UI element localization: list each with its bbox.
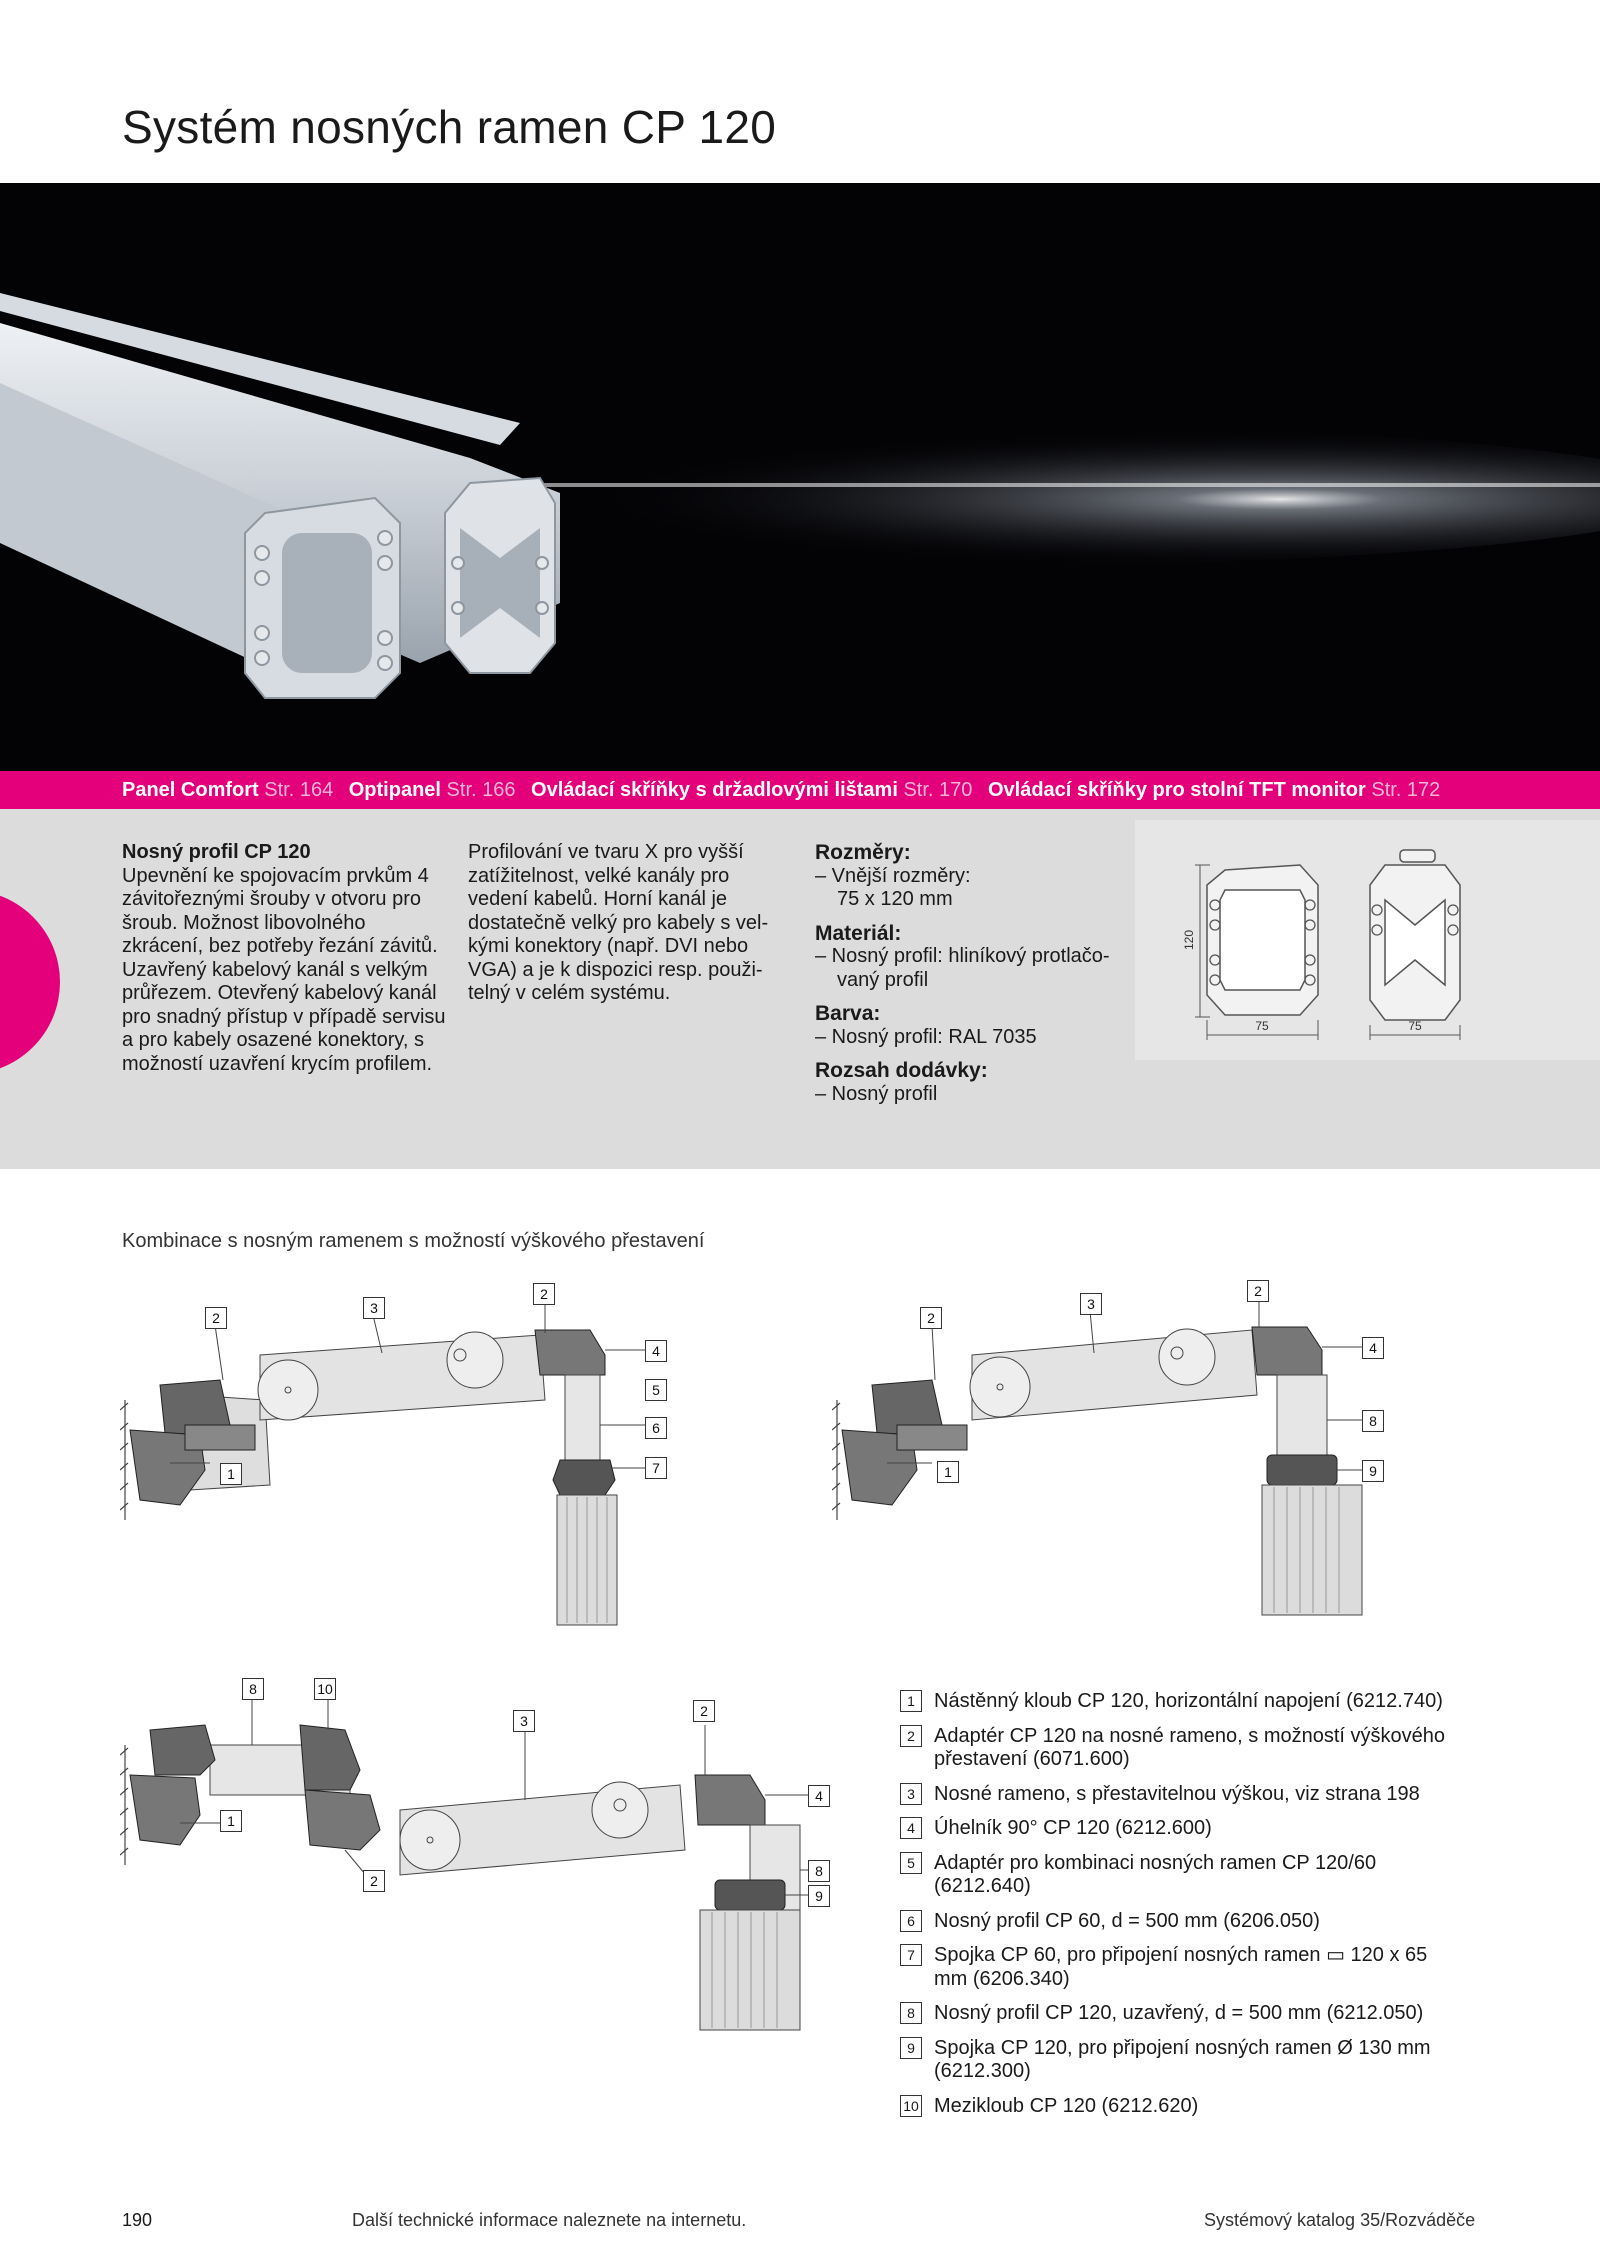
legend-item: [900, 1817, 1460, 1841]
callout-1: 1: [937, 1461, 959, 1483]
combination-caption: Kombinace s nosným ramenem s možností výškového přestavení: [122, 1230, 705, 1252]
profile-description: Upevnění ke spojovacím prvkům 4 závitořeznými šrouby v otvoru pro šroub. Možnost libovolného zkrácení, bez potřeby řezání závitů. Uzavřený kabelový kanál s velkým průřezem. Otevřený kabelový kanál pro snadný přístup v případě servisu a pro kabely osazené konektory, s možností uzavření krycím profilem.: [122, 864, 446, 1075]
component-legend: [900, 1690, 1460, 2129]
legend-item: [900, 1783, 1460, 1807]
nav-item-page: Str. 164: [264, 779, 334, 801]
legend-number: 8: [900, 2002, 922, 2024]
dim-height: 120: [1182, 929, 1196, 951]
page-title: Systém nosných ramen CP 120: [122, 101, 777, 153]
spec-item: – Nosný profil: RAL 7035: [815, 1025, 1037, 1048]
legend-item: [900, 1944, 1460, 1991]
callout-9: 9: [808, 1885, 830, 1907]
nav-item-page: Str. 166: [446, 779, 516, 801]
legend-text: Úhelník 90° CP 120 (6212.600): [934, 1817, 1212, 1839]
legend-number: 7: [900, 1944, 922, 1966]
legend-number: 3: [900, 1783, 922, 1805]
legend-number: 9: [900, 2037, 922, 2059]
spec-heading: Materiál:: [815, 921, 902, 945]
profile-cross-section-drawing: [1135, 820, 1600, 1060]
nav-item-label[interactable]: Panel Comfort: [122, 779, 259, 801]
combination-drawing-3: [120, 1680, 840, 2040]
callout-1: 1: [220, 1810, 242, 1832]
dim-width-right: 75: [1408, 1019, 1422, 1033]
nav-item-page: Str. 172: [1371, 779, 1441, 801]
legend-text: Nosný profil CP 60, d = 500 mm (6206.050): [934, 1909, 1320, 1932]
spec-color: [815, 1002, 1135, 1049]
legend-text: Nosné rameno, s přestavitelnou výškou, viz strana 198: [934, 1782, 1420, 1805]
nav-item-label[interactable]: Optipanel: [348, 779, 441, 801]
legend-item: [900, 1690, 1460, 1714]
combination-drawing-1: [120, 1275, 680, 1635]
legend-item: [900, 1910, 1460, 1934]
legend-item: [900, 1725, 1460, 1772]
description-column-2: [468, 841, 788, 1006]
spec-material: [815, 922, 1135, 993]
legend-text: Nástěnný kloub CP 120, horizontální napojení (6212.740): [934, 1690, 1443, 1712]
callout-9: 9: [1362, 1460, 1384, 1482]
callout-3: 3: [1080, 1293, 1102, 1315]
spec-scope: [815, 1059, 1135, 1106]
callout-2: 2: [363, 1870, 385, 1892]
callout-5: 5: [645, 1379, 667, 1401]
nav-item-page: Str. 170: [903, 779, 973, 801]
callout-2: 2: [205, 1307, 227, 1329]
legend-number: 1: [900, 1690, 922, 1712]
legend-item: [900, 2002, 1460, 2026]
callout-1: 1: [220, 1463, 242, 1485]
spec-item: – Vnější rozměry:: [815, 864, 971, 887]
callout-8: 8: [808, 1860, 830, 1882]
legend-text: Adaptér CP 120 na nosné rameno, s možností výškového přestavení (6071.600): [934, 1724, 1446, 1770]
legend-number: 5: [900, 1852, 922, 1874]
callout-4: 4: [1362, 1337, 1384, 1359]
specification-column: [815, 841, 1135, 1116]
legend-number: 4: [900, 1817, 922, 1839]
legend-item: [900, 2095, 1460, 2119]
legend-number: 10: [900, 2095, 922, 2117]
combination-drawing-2: [832, 1275, 1402, 1635]
profile-features: Profilování ve tvaru X pro vyšší zatížitelnost, velké kanály pro vedení kabelů. Horní kanál je dostatečně velký pro kabely s velkými konektory (např. DVI nebo VGA) a je k dispozici resp. použitelný v celém systému.: [468, 841, 769, 1004]
callout-2: 2: [920, 1307, 942, 1329]
legend-text: Mezikloub CP 120 (6212.620): [934, 2094, 1199, 2117]
cross-reference-bar: [0, 771, 1600, 809]
callout-8: 8: [1362, 1410, 1384, 1432]
profile-heading: Nosný profil CP 120: [122, 841, 311, 863]
spec-heading: Rozměry:: [815, 841, 911, 864]
callout-2: 2: [693, 1700, 715, 1722]
dim-width-left: 75: [1255, 1019, 1269, 1033]
page-number: 190: [122, 2210, 153, 2230]
footer-note: Další technické informace naleznete na internetu.: [352, 2210, 747, 2230]
callout-10: 10: [314, 1678, 336, 1700]
callout-4: 4: [808, 1785, 830, 1807]
spec-heading: Barva:: [815, 1002, 881, 1025]
nav-item-label[interactable]: Ovládací skříňky s držadlovými lištami: [531, 779, 898, 801]
nav-item-label[interactable]: Ovládací skříňky pro stolní TFT monitor: [987, 779, 1366, 801]
callout-6: 6: [645, 1417, 667, 1439]
spec-item: 75 x 120 mm: [837, 888, 953, 910]
catalog-name: Systémový katalog 35/Rozváděče: [1204, 2210, 1476, 2230]
legend-number: 6: [900, 1910, 922, 1932]
legend-item: [900, 2037, 1460, 2084]
spec-item: – Nosný profil: hliníkový protlačovaný profil: [815, 945, 1110, 991]
callout-7: 7: [645, 1457, 667, 1479]
legend-item: [900, 1852, 1460, 1899]
callout-8: 8: [242, 1678, 264, 1700]
callout-3: 3: [513, 1710, 535, 1732]
callout-2: 2: [1247, 1280, 1269, 1302]
spec-dimensions: [815, 841, 1135, 912]
spec-heading: Rozsah dodávky:: [815, 1059, 988, 1082]
description-column-1: [122, 841, 452, 1076]
callout-2: 2: [533, 1283, 555, 1305]
callout-4: 4: [645, 1340, 667, 1362]
legend-text: Adaptér pro kombinaci nosných ramen CP 120/60 (6212.640): [934, 1851, 1377, 1897]
hero-product-image: [0, 183, 1600, 771]
callout-3: 3: [363, 1297, 385, 1319]
spec-item: – Nosný profil: [815, 1082, 938, 1105]
legend-number: 2: [900, 1725, 922, 1747]
legend-text: Spojka CP 120, pro připojení nosných ramen Ø 130 mm (6212.300): [934, 2036, 1431, 2082]
legend-text: Nosný profil CP 120, uzavřený, d = 500 mm (6212.050): [934, 2002, 1424, 2024]
legend-text: Spojka CP 60, pro připojení nosných ramen ▭ 120 x 65 mm (6206.340): [934, 1944, 1428, 1990]
